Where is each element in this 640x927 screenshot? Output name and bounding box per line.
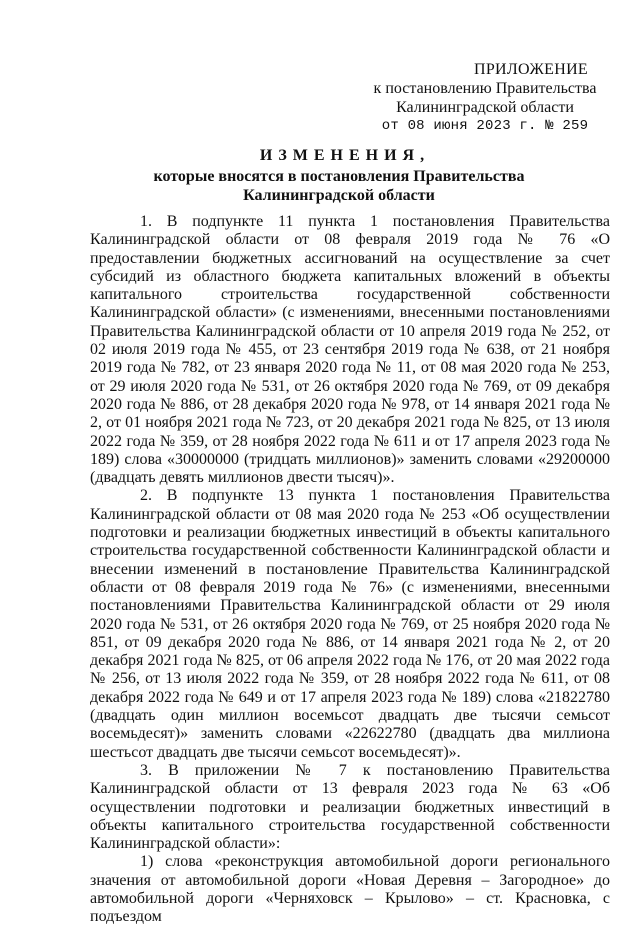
- document-heading: [0, 146, 640, 205]
- heading-title: ИЗМЕНЕНИЯ,: [259, 147, 431, 164]
- appendix-line-1: к постановлению Правительства: [373, 80, 597, 97]
- appendix-title: ПРИЛОЖЕНИЕ: [473, 61, 588, 78]
- paragraph-1: 1. В подпункте 11 пункта 1 постановления Правительства Калининградской области от 08 февраля 2019 года № 76 «О предоставлении бюджетных ассигнований на осуществление за счет субсидий из областного бюджета капитальных вложений в объекты капитального строительства государственной собственности Калининградской области» (с изменениями, внесенными постановлениями Правительства Калининградской области от 10 апреля 2019 года № 252, от 02 июля 2019 года № 455, от 23 сентября 2019 года № 638, от 21 ноября 2019 года № 782, от 23 января 2020 года № 11, от 08 мая 2020 года № 253, от 29 июля 2020 года № 531, от 26 октября 2020 года № 769, от 09 декабря 2020 года № 886, от 28 декабря 2020 года № 978, от 14 января 2021 года № 2, от 01 ноября 2021 года № 723, от 20 декабря 2021 года № 825, от 13 июля 2022 года № 359, от 28 ноября 2022 года № 611 и от 17 апреля 2023 года № 189) слова «30000000 (тридцать миллионов)» заменить словами «29200000 (двадцать девять миллионов двести тысяч)».: [90, 213, 610, 487]
- heading-subtitle-line-2: Калининградской области: [243, 187, 435, 204]
- paragraph-4: 1) слова «реконструкция автомобильной дороги регионального значения от автомобильной дороги «Новая Деревня – Загородное» до автомобильной дороги «Черняховск – Крылово» – ст. Красновка, с подъездом: [90, 853, 610, 926]
- heading-subtitle-line-1: которые вносятся в постановления Правительства: [153, 168, 525, 185]
- appendix-line-2: Калининградской области: [396, 99, 574, 116]
- paragraph-3: 3. В приложении № 7 к постановлению Правительства Калининградской области от 13 февраля 2023 года № 63 «Об осуществлении подготовки и реализации бюджетных инвестиций в объекты капитального строительства государственной собственности Калининградской области»:: [90, 761, 610, 853]
- appendix-date-line: от 08 июня 2023 г. № 259: [381, 118, 589, 134]
- paragraph-2: 2. В подпункте 13 пункта 1 постановления Правительства Калининградской области от 08 мая 2020 года № 253 «Об осуществлении подготовки и реализации бюджетных инвестиций в объекты капитального строительства государственной собственности Калининградской области и внесении изменений в постановление Правительства Калининградской области от 08 февраля 2019 года № 76» (с изменениями, внесенными постановлениями Правительства Калининградской области от 29 июля 2020 года № 531, от 26 октября 2020 года № 769, от 25 ноября 2020 года № 851, от 09 декабря 2020 года № 886, от 14 января 2021 года № 2, от 20 декабря 2021 года № 825, от 06 апреля 2022 года № 176, от 20 мая 2022 года № 256, от 13 июля 2022 года № 359, от 28 ноября 2022 года № 611, от 08 декабря 2022 года № 649 и от 17 апреля 2023 года № 189) слова «21822780 (двадцать один миллион восемьсот двадцать две тысячи семьсот восемьдесят)» заменить словами «22622780 (двадцать два миллиона шестьсот двадцать две тысячи семьсот восемьдесят)».: [90, 487, 610, 761]
- document-body: [90, 213, 610, 927]
- appendix-block: [360, 60, 610, 136]
